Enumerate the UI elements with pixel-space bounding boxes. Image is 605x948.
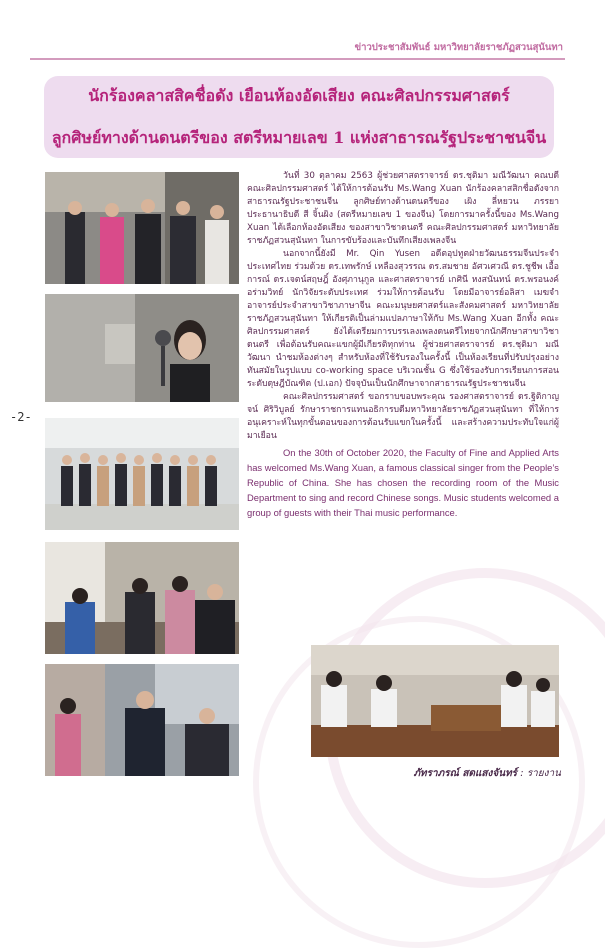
title-line-1: นักร้องคลาสสิคชื่อดัง เยือนห้องอัดเสียง คณะศิลปกรรมศาสตร์ bbox=[88, 86, 510, 105]
photo-group bbox=[45, 418, 239, 530]
article-body bbox=[247, 170, 559, 520]
page-number: -2- bbox=[10, 410, 32, 424]
header-divider bbox=[30, 58, 565, 60]
reporter-role: รายงาน bbox=[526, 768, 561, 779]
paragraph-1: วันที่ 30 ตุลาคม 2563 ผู้ช่วยศาสตราจารย์ ดร.ชุติมา มณีวัฒนา คณบดีคณะศิลปกรรมศาสตร์ ได้ให้การต้อนรับ Ms.Wang Xuan นักร้องคลาสสิกชื่อดังจากสาธารณรัฐประชาชนจีน ลูกศิษย์ทางด้านดนตรีของ เผิง ลี่หยวน ภรรยาประธานาธิบดี สี จิ้นผิง (สตรีหมายเลข 1 ของจีน) โดยการมาครั้งนี้ของ Ms.Wang Xuan ได้เลือกห้องอัดเสียง ของสาขาวิชาดนตรี คณะศิลปกรรมศาสตร์ มหาวิทยาลัยราชภัฏสวนสุนันทา ในการขับร้องและบันทึกเสียงเพลงจีน bbox=[247, 171, 559, 246]
title-box bbox=[44, 76, 554, 158]
english-summary: On the 30th of October 2020, the Faculty of Fine and Applied Arts has welcomed Ms.Wang Xuan, a famous classical singer from the People’s Republic of China. She has chosen the recording room of the Music Department to sing and record Chinese songs. Music students welcomed a group of guests with their Thai music performance. bbox=[247, 447, 559, 518]
photo-meeting-room bbox=[45, 664, 239, 776]
reporter-credit bbox=[413, 766, 561, 781]
title-line-2: ลูกศิษย์ทางด้านดนตรีของ สตรีหมายเลข 1 แห่งสาธารณรัฐประชาชนจีน bbox=[51, 128, 547, 147]
photo-welcome-meeting bbox=[45, 172, 239, 284]
reporter-separator: : bbox=[520, 768, 524, 779]
paragraph-2: นอกจากนี้ยังมี Mr. Qin Yusen อดีตอุปทูตฝ่ายวัฒนธรรมจีนประจำประเทศไทย ร่วมด้วย ดร.เทพรักษ์ เหลืองสุวรรณ ดร.สมชาย อัศวเศวณี ดร.ชูชีพ เอื้อการณ์ ดร.เจตน์สฤษฎิ์ อังศุภานุกูล และศาสตราจารย์ เกศินี หงสนันทน์ ดร.พรอนงค์ อร่ามวิทย์ นักวิจัยระดับประเทศ ร่วมให้การต้อนรับ โดยมีอาจารย์อลิสา เมฆจำ อาจารย์ประจำสาขาวิชาภาษาจีน คณะมนุษยศาสตร์และสังคมศาสตร์ มหาวิทยาลัยราชภัฏสวนสุนันทา ให้เกียรติเป็นล่ามแปลภาษาให้กับ Ms.Wang Xuan อีกทั้ง คณะศิลปกรรมศาสตร์ ยังได้เตรียมการบรรเลงเพลงดนตรีไทยจากนักศึกษาสาขาวิชาดนตรี เพื่อต้อนรับคณะแขกผู้มีเกียรติทุกท่าน ผู้ช่วยศาสตราจารย์ ดร.ชุติมา มณีวัฒนา นำชมห้องต่างๆ สำหรับห้องที่ใช้รับรองในครั้งนี้ เป็นห้องเรียนที่ปรับปรุงอย่างทันสมัยในรูปแบบ co-working space บริเวณชั้น G ซึ่งใช้รองรับการเรียนการสอนระดับดุษฎีบัณฑิต (ป.เอก) ปัจจุบันเป็นนักศึกษาจากสาธารณรัฐประชาชนจีน bbox=[247, 249, 559, 389]
paragraph-3: คณะศิลปกรรมศาสตร์ ขอกราบขอบพระคุณ รองศาสตราจารย์ ดร.ฐิติกาญจน์ ศิริวิบูลย์ รักษาราชการแทนอธิการบดีมหาวิทยาลัยราชภัฏสวนสุนันทา ที่ให้การอนุเคราะห์ในทุกขั้นตอนของการต้อนรับแขกในครั้งนี้ และสร้างความประทับใจแก่ผู้มาเยือน bbox=[247, 392, 559, 441]
header-text: ข่าวประชาสัมพันธ์ มหาวิทยาลัยราชภัฏสวนสุนันทา bbox=[354, 42, 563, 53]
photo-seated-guests bbox=[45, 542, 239, 654]
photo-thai-music-performance bbox=[311, 645, 559, 757]
reporter-name: ภัทราภรณ์ สดแสงจันทร์ bbox=[413, 768, 518, 779]
photo-singer-recording bbox=[45, 294, 239, 402]
